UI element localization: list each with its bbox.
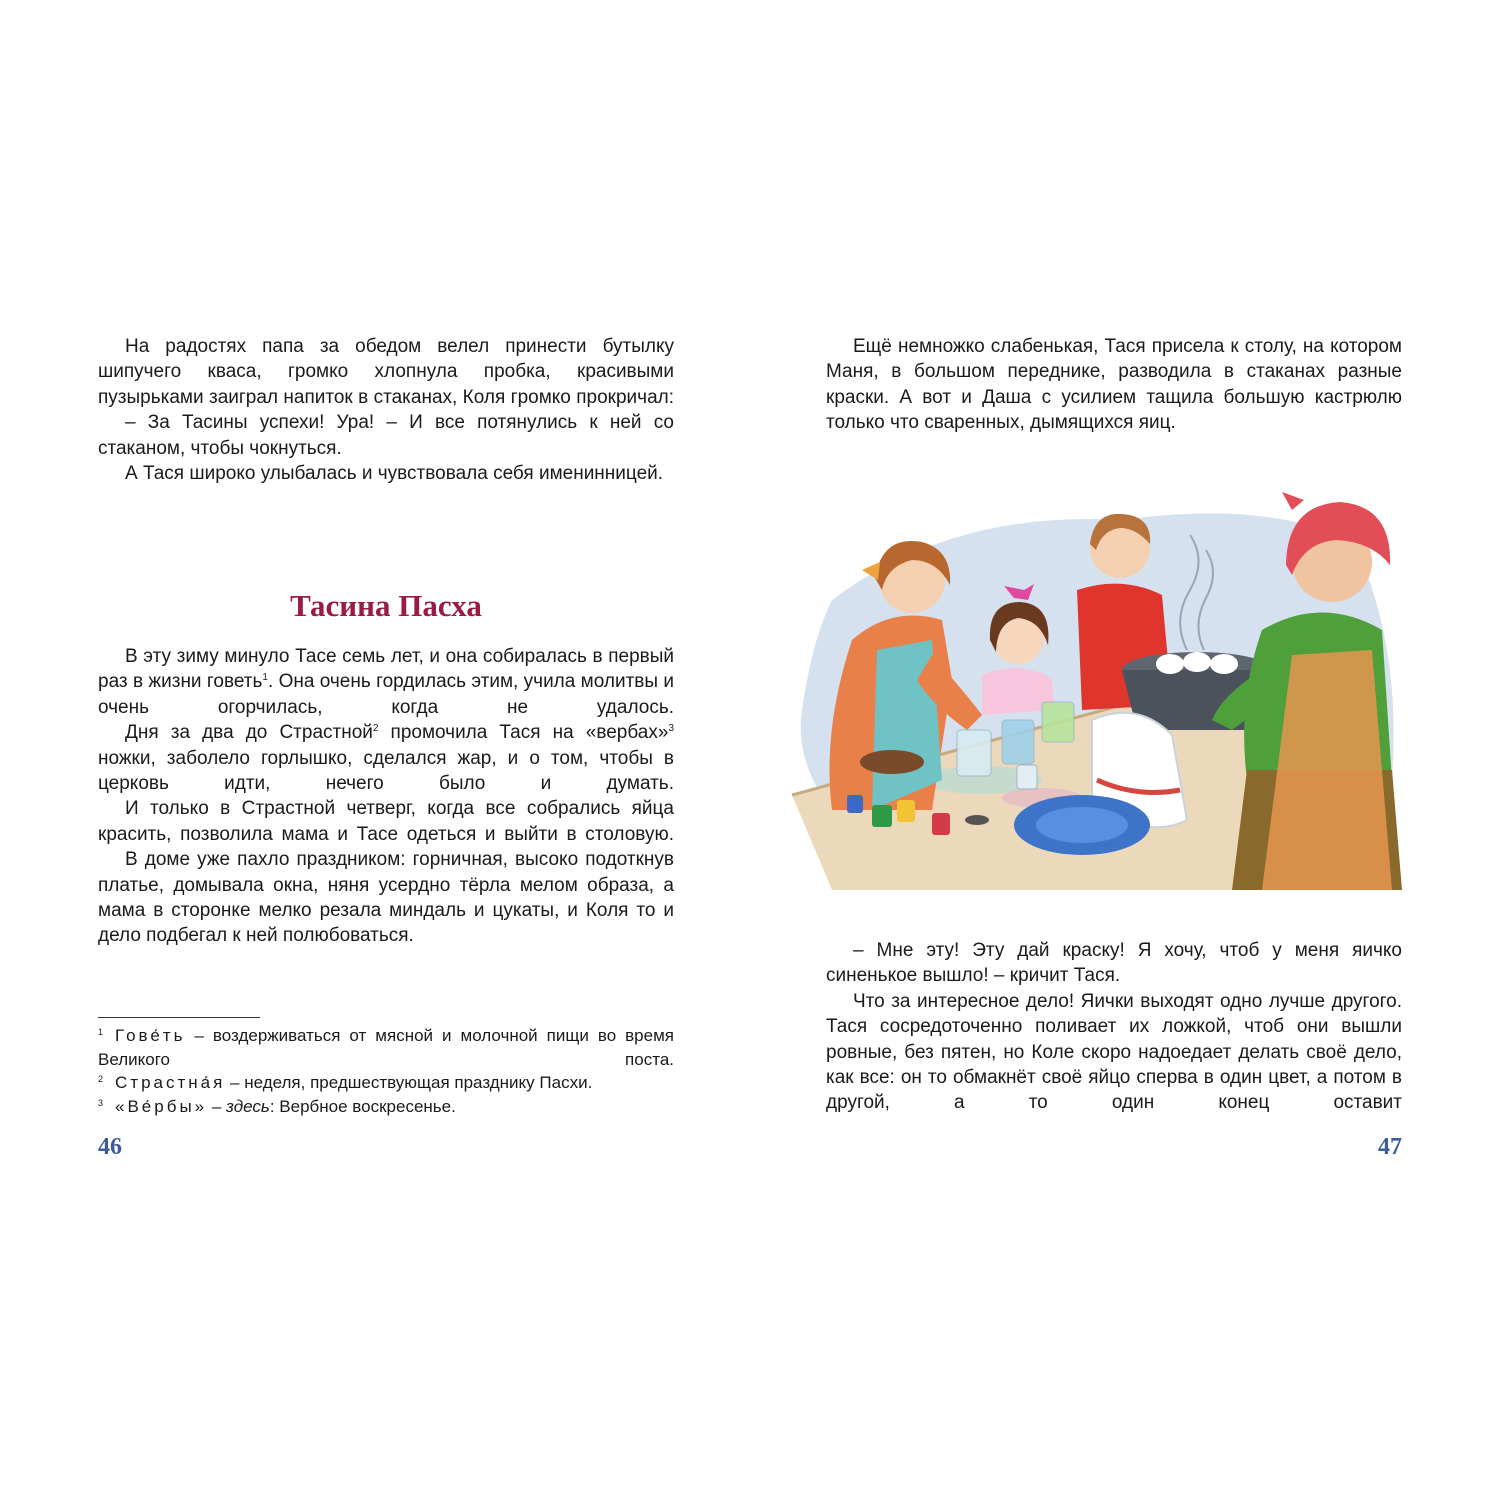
text-run: ножки, заболело горлышко, сделался жар, и о том, чтобы в церковь идти, нечего было и думать.	[98, 747, 674, 795]
page-number: 46	[98, 1134, 122, 1160]
paragraph: На радостях папа за обедом велел принести бутылку шипучего кваса, громко хлопнула пробка, красивыми пузырьками заиграл напиток в стаканах, Коля громко прокричал:	[98, 336, 674, 408]
text-run: Дня за два до Страстной	[125, 722, 373, 744]
egg	[1156, 654, 1184, 674]
paragraph: Ещё немножко слабенькая, Тася присела к столу, на котором Маня, в большом переднике, разводила в стаканах разные краски. А вот и Даша с усилием тащила большую кастрюлю только что сваренных, дымящихся яиц.	[826, 336, 1402, 434]
paint-jar	[932, 813, 950, 835]
top-text	[826, 334, 1402, 436]
paragraph: И только в Страстной четверг, когда все собрались яйца красить, позволила мама и Тасе одеться и выйти в столовую.	[98, 798, 674, 845]
paragraph	[98, 720, 674, 796]
footnote-term: Страстна́я	[115, 1073, 226, 1092]
footnote-marker[interactable]: 2	[372, 723, 379, 735]
paint-jar	[872, 805, 892, 827]
paint-jar	[897, 800, 915, 822]
footnotes	[98, 1024, 674, 1118]
paragraph: Что за интересное дело! Яички выходят одно лучше другого. Тася сосредоточенно поливает их ложкой, чтоб они вышли ровные, без пятен, но Коле скоро надоедает делать своё дело, как все: он то обмакнёт своё яйцо сперва в один цвет, а потом в другой, а то один конец оставит	[826, 990, 1402, 1114]
egg	[1210, 654, 1238, 674]
page-number: 47	[1378, 1134, 1402, 1160]
paint-glass	[1042, 702, 1074, 742]
footnote	[98, 1024, 674, 1071]
paint-glass	[1002, 720, 1034, 764]
illustration	[792, 480, 1412, 890]
text-run: В эту зиму минуло Тасе семь лет, и она собиралась в первый раз в жизни говеть	[98, 646, 674, 693]
text-run: промочила Тася на «вербах»	[378, 722, 669, 744]
footnote-marker[interactable]: 3	[668, 723, 674, 735]
footnote-definition: : Вербное воскресенье.	[269, 1096, 456, 1116]
egg	[1183, 652, 1211, 672]
opening-text	[98, 334, 674, 486]
paint-jar	[965, 815, 989, 825]
footnote-divider	[98, 1017, 260, 1018]
paragraph	[98, 644, 674, 720]
bowl	[860, 750, 924, 774]
text-run: . Она очень гордилась этим, учила молитвы и очень огорчилась, когда не удалось.	[98, 671, 674, 718]
paint-glass	[1017, 765, 1037, 789]
footnote	[98, 1071, 674, 1095]
footnote-note: здесь	[226, 1096, 270, 1116]
chapter-title: Тасина Пасха	[290, 588, 482, 623]
headscarf-knot	[1282, 492, 1304, 510]
egg-painting-illustration	[792, 480, 1412, 890]
paragraph: – За Тасины успехи! Ура! – И все потянулись к ней со стаканом, чтобы чокнуться.	[98, 412, 674, 459]
paragraph: А Тася широко улыбалась и чувствовала себя именинницей.	[125, 463, 664, 485]
footnote-term: «Ве́рбы»	[115, 1096, 208, 1116]
footnote-definition: – воздерживаться от мясной и молочной пищи во время Великого поста.	[98, 1026, 674, 1069]
footnote-marker[interactable]: 1	[262, 672, 268, 684]
footnote-number: 2	[98, 1074, 104, 1084]
footnote-number: 3	[98, 1097, 104, 1108]
footnote-dash: –	[207, 1096, 227, 1116]
paint-glass	[957, 730, 991, 776]
blue-plate-inner	[1036, 807, 1128, 843]
footnote-definition: – неделя, предшествующая празднику Пасхи.	[225, 1073, 593, 1092]
footnote	[98, 1095, 674, 1119]
bottom-text	[826, 938, 1402, 1116]
paint-jar	[847, 795, 863, 813]
chapter-text	[98, 644, 674, 949]
paragraph: В доме уже пахло праздником: горничная, высоко подоткнув платье, домывала окна, няня усердно тёрла мелом образа, а мама в сторонке мелко резала миндаль и цукаты, и Коля то и дело подбегал к ней полюбоваться.	[98, 849, 674, 947]
footnote-number: 1	[98, 1027, 104, 1037]
paragraph: – Мне эту! Эту дай краску! Я хочу, чтоб у меня яичко синенькое вышло! – кричит Тася.	[826, 940, 1402, 987]
footnote-term: Гове́ть	[115, 1026, 186, 1045]
